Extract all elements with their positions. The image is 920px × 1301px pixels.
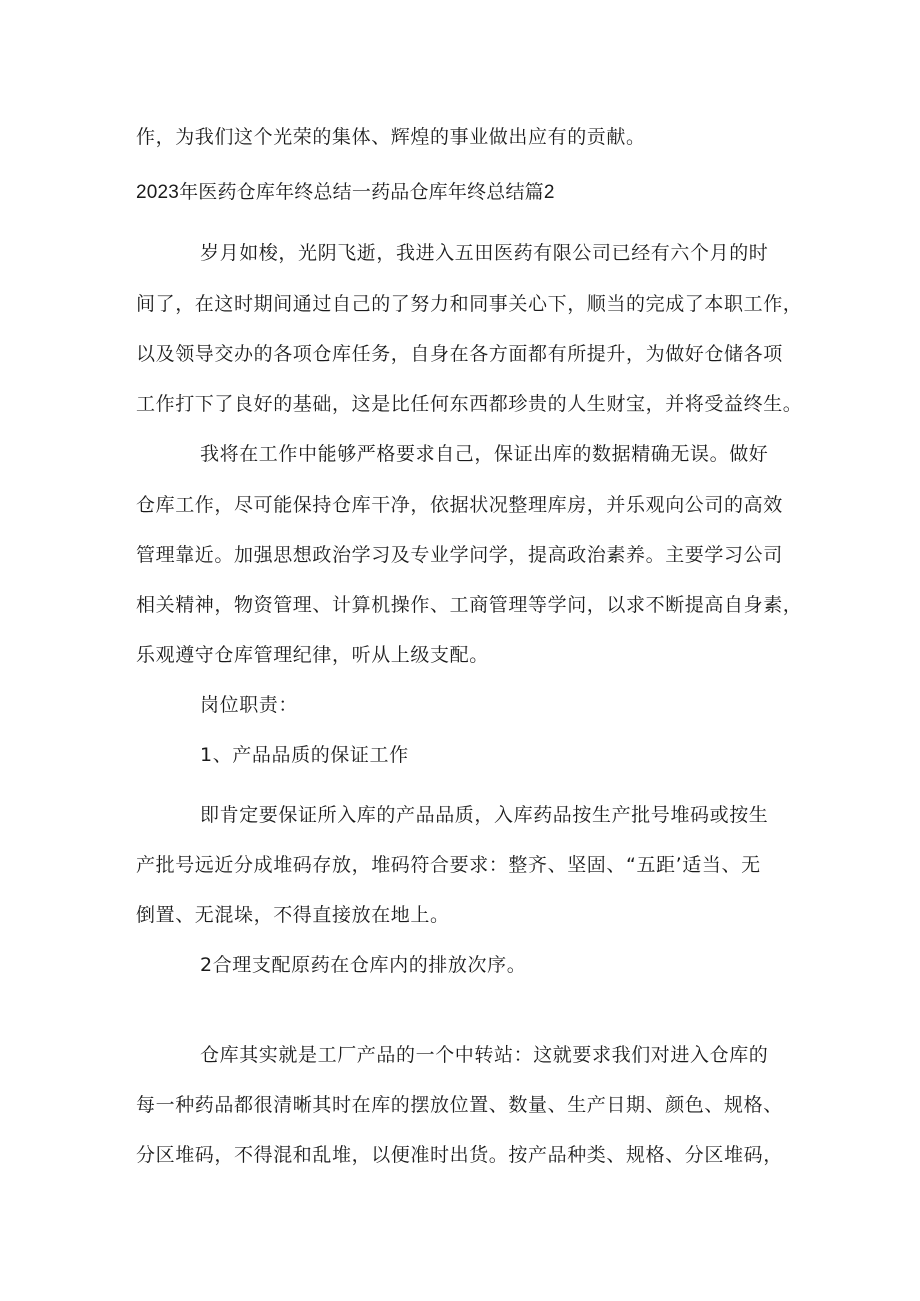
paragraph-line: 间了，在这时期间通过自己的了努力和同事关心下，顺当的完成了本职工作，: [136, 293, 803, 315]
paragraph-line: 分区堆码，不得混和乱堆，以便准时出货。按产品种类、规格、分区堆码，: [136, 1144, 783, 1166]
item-1-heading: 1、产品品质的保证工作: [200, 744, 409, 766]
paragraph-line: 乐观遵守仓库管理纪律，听从上级支配。: [136, 644, 489, 666]
paragraph-line: 以及领导交办的各项仓库任务，自身在各方面都有所提升，为做好仓储各项: [136, 343, 783, 365]
continuation-line: 作，为我们这个光荣的集体、辉煌的事业做出应有的贡献。: [136, 126, 646, 148]
item-2-heading: 2合理支配原药在仓库内的排放次序。: [200, 954, 527, 976]
paragraph-line: 产批号远近分成堆码存放，堆码符合要求：整齐、坚固、“五距’适当、无: [136, 854, 761, 876]
paragraph-line: 仓库工作，尽可能保持仓库干净，依据状况整理库房，并乐观向公司的高效: [136, 494, 783, 516]
section-title: 2023年医药仓库年终总结一药品仓库年终总结篇2: [136, 182, 555, 203]
paragraph-line: 管理靠近。加强思想政治学习及专业学问学，提高政治素养。主要学习公司: [136, 544, 783, 566]
paragraph-line: 即肯定要保证所入库的产品品质，入库药品按生产批号堆码或按生: [200, 804, 769, 826]
paragraph-line: 仓库其实就是工厂产品的一个中转站：这就要求我们对进入仓库的: [200, 1044, 769, 1066]
paragraph-line: 倒置、无混垛，不得直接放在地上。: [136, 904, 450, 926]
paragraph-line: 工作打下了良好的基础，这是比任何东西都珍贵的人生财宝，并将受益终生。: [136, 393, 803, 415]
paragraph-line: 每一种药品都很清晰其时在库的摆放位置、数量、生产日期、颜色、规格、: [136, 1094, 783, 1116]
paragraph-line: 相关精神，物资管理、计算机操作、工商管理等学问，以求不断提高自身素，: [136, 594, 803, 616]
duties-heading: 岗位职责：: [200, 694, 299, 716]
paragraph-line: 岁月如梭，光阴飞逝，我进入五田医药有限公司已经有六个月的时: [200, 242, 769, 264]
paragraph-line: 我将在工作中能够严格要求自己，保证出库的数据精确无误。做好: [200, 443, 769, 465]
